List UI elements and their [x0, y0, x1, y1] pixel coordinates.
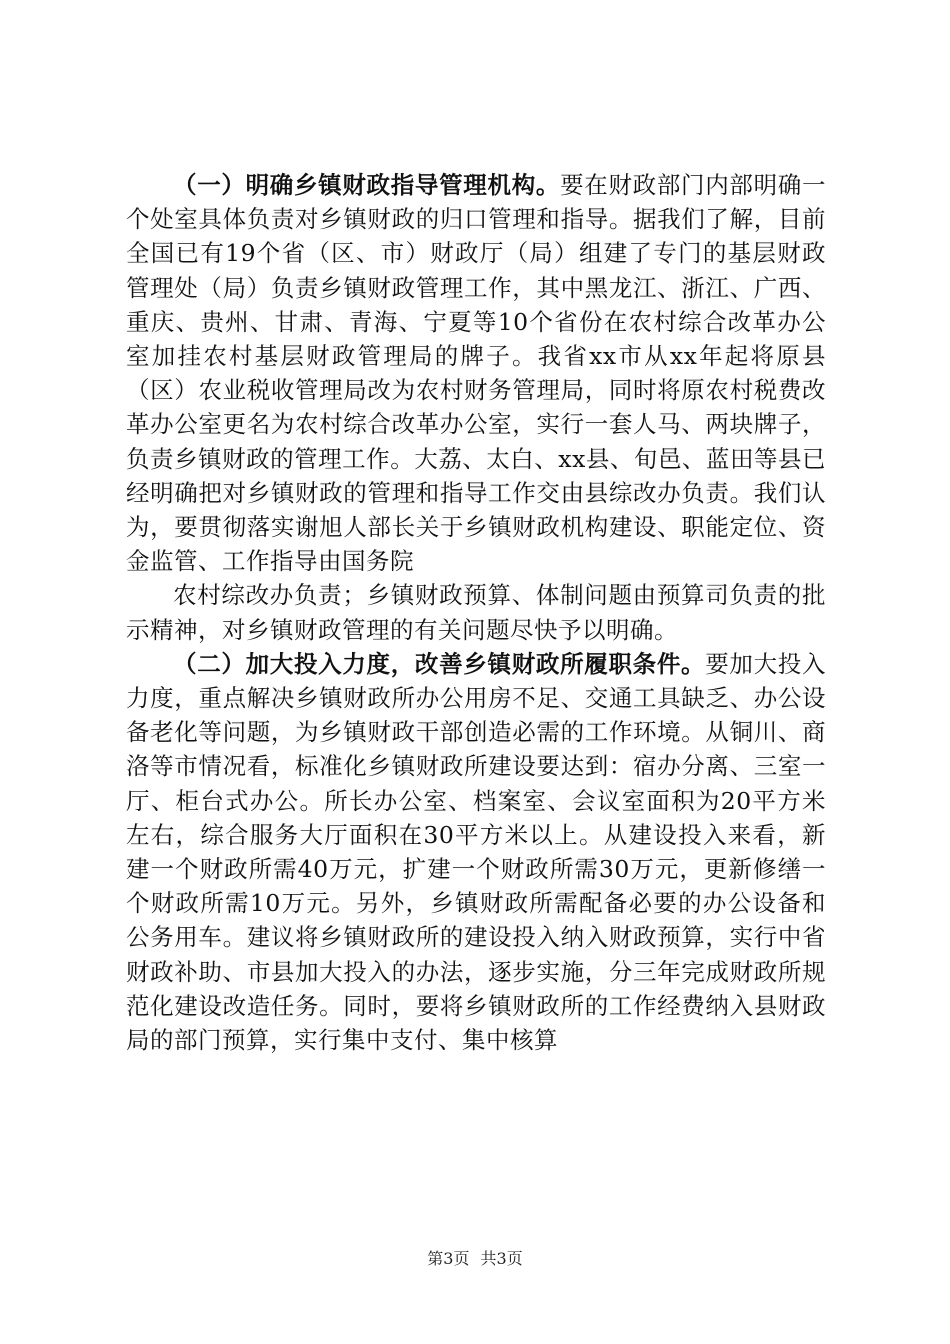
page-footer [0, 1246, 950, 1269]
paragraph-3 [126, 647, 826, 1057]
document-body [126, 168, 826, 1057]
paragraph-1-heading: （一）明确乡镇财政指导管理机构。 [173, 171, 561, 199]
paragraph-2-text: 农村综改办负责；乡镇财政预算、体制问题由预算司负责的批示精神，对乡镇财政管理的有关问题尽快予以明确。 [126, 581, 826, 644]
paragraph-3-heading: （二）加大投入力度，改善乡镇财政所履职条件。 [173, 649, 706, 678]
paragraph-1 [126, 168, 826, 578]
page-number: 第3页 [427, 1249, 470, 1268]
page-total: 共3页 [480, 1249, 523, 1268]
paragraph-2 [126, 578, 826, 646]
paragraph-1-text: 要在财政部门内部明确一个处室具体负责对乡镇财政的归口管理和指导。据我们了解，目前全国已有19个省（区、市）财政厅（局）组建了专门的基层财政管理处（局）负责乡镇财政管理工作，其中黑龙江、浙江、广西、重庆、贵州、甘肃、青海、宁夏等10个省份在农村综合改革办公室加挂农村基层财政管理局的牌子。我省xx市从xx年起将原县（区）农业税收管理局改为农村财务管理局，同时将原农村税费改革办公室更名为农村综合改革办公室，实行一套人马、两块牌子，负责乡镇财政的管理工作。大荔、太白、xx县、旬邑、蓝田等县已经明确把对乡镇财政的管理和指导工作交由县综改办负责。我们认为，要贯彻落实谢旭人部长关于乡镇财政机构建设、职能定位、资金监管、工作指导由国务院 [126, 171, 827, 576]
paragraph-3-text: 要加大投入力度，重点解决乡镇财政所办公用房不足、交通工具缺乏、办公设备老化等问题，为乡镇财政干部创造必需的工作环境。从铜川、商洛等市情况看，标准化乡镇财政所建设要达到：宿办分离、三室一厅、柜台式办公。所长办公室、档案室、会议室面积为20平方米左右，综合服务大厅面积在30平方米以上。从建设投入来看，新建一个财政所需40万元，扩建一个财政所需30万元，更新修缮一个财政所需10万元。另外，乡镇财政所需配备必要的办公设备和公务用车。建议将乡镇财政所的建设投入纳入财政预算，实行中省财政补助、市县加大投入的办法，逐步实施，分三年完成财政所规范化建设改造任务。同时，要将乡镇财政所的工作经费纳入县财政局的部门预算，实行集中支付、集中核算 [126, 649, 827, 1055]
